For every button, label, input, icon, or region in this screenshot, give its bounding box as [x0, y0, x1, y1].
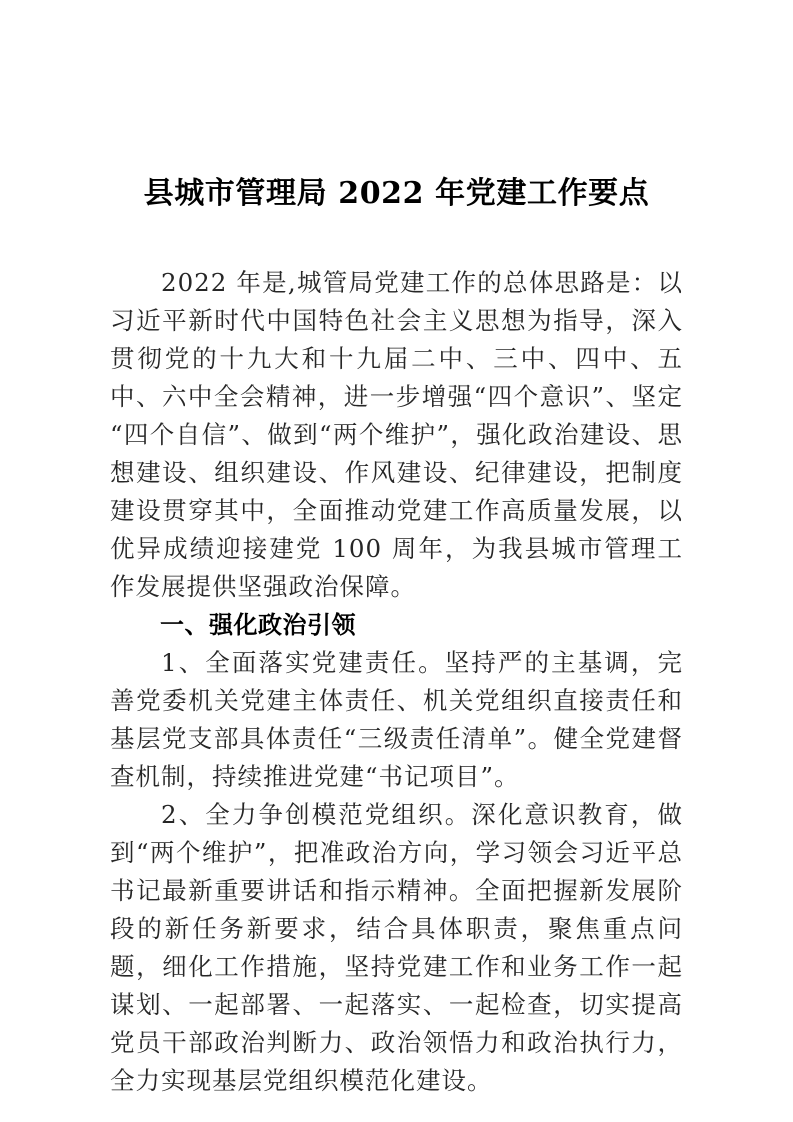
section-heading-1: 一、强化政治引领	[160, 611, 356, 639]
paragraph-item-2: 2、全力争创模范党组织。深化意识教育，做到“两个维护”，把准政治方向，学习领会习近平总书记最新重要讲话和指示精神。全面把握新发展阶段的新任务新要求，结合具体职责，聚焦重点问题，细化工作措施，坚持党建工作和业务工作一起谋划、一起部署、一起落实、一起检查，切实提高党员干部政治判断力、政治领悟力和政治执行力，全力实现基层党组织模范化建设。	[110, 800, 683, 1095]
paragraph-intro: 2022 年是,城管局党建工作的总体思路是：以习近平新时代中国特色社会主义思想为指导，深入贯彻党的十九大和十九届二中、三中、四中、五中、六中全会精神，进一步增强“四个意识”、坚定“四个自信”、做到“两个维护”，强化政治建设、思想建设、组织建设、作风建设、纪律建设，把制度建设贯穿其中，全面推动党建工作高质量发展，以优异成绩迎接建党 100 周年，为我县城市管理工作发展提供坚强政治保障。	[110, 268, 683, 601]
page-title: 县城市管理局 2022 年党建工作要点	[143, 176, 650, 211]
title-spacer	[110, 216, 683, 264]
body-text	[110, 264, 683, 1100]
paragraph-item-1: 1、全面落实党建责任。坚持严的主基调，完善党委机关党建主体责任、机关党组织直接责任和基层党支部具体责任“三级责任清单”。健全党建督查机制，持续推进党建“书记项目”。	[110, 648, 683, 791]
document-content	[110, 170, 683, 1100]
